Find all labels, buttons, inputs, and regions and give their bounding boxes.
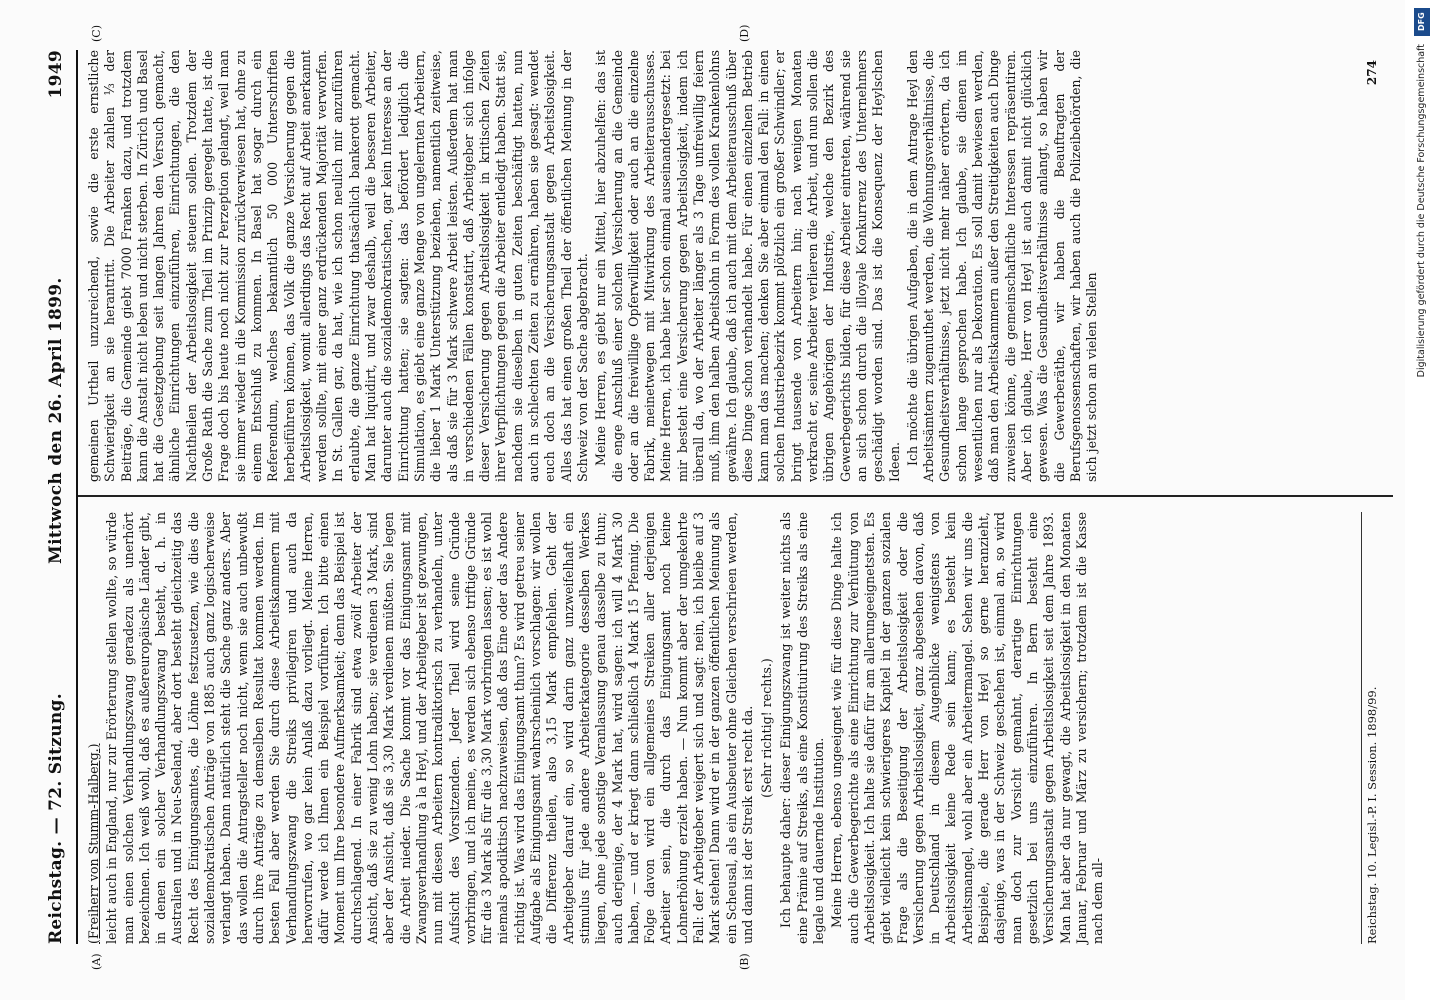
header-date: Mittwoch den 26. April 1899. [46,277,66,564]
right-column [86,50,1102,482]
page-end-number: 274 [1365,60,1379,86]
left-paragraph-3: Meine Herren, ebenso ungeeignet wie für diese Dinge halte ich auch die Gewerbegerichte als eine Einrichtung zur Verhütung von Arbeitslosigkeit. Ich halte sie dafür für am allerungeeignetsten. Es giebt vielleicht kein schwierigeres Kapitel in der ganzen sozialen Frage als die Beseitigung der Arbeitslosigkeit oder die Versicherung gegen Arbeitslosigkeit, ganz abgesehen davon, daß in Deutschland in diesem Augenblicke wenigstens von Arbeitslosigkeit keine Rede sein kann; es besteht kein Arbeitsmangel, wohl aber ein Arbeitermangel. Sehen wir uns die Beispiele, die gerade Herr von Heyl so gerne heranzieht, dasjenige, was in der Schweiz geschehen ist, einmal an, so wird man doch zur Vorsicht gemahnt, derartige Einrichtungen gesetzlich bei uns einzuführen. In Bern besteht eine Versicherungsanstalt gegen Arbeitslosigkeit seit dem Jahre 1893. Man hat aber da nur gewagt, die Arbeitslosigkeit in den Monaten Januar, Februar und März zu versichern; trotzdem ist die Kasse nach dem all- [829,512,1106,944]
header-page-number: 1949 [46,50,66,99]
margin-marker-b: (B) [738,953,751,970]
margin-marker-d: (D) [738,24,751,42]
left-paragraph-2: Ich behaupte daher: dieser Einigungszwang ist weiter nichts als eine Prämie auf Streiks, als eine Konstituirung des Streiks als eine legale und dauernde Institution. [778,512,827,944]
page-header [40,50,78,944]
left-paragraph-1: leicht auch in England, nur zur Erörterung stellen wollte, so würde man einen solchen Verhandlungszwang geradezu als unerhört bezeichnen. Ich weiß wohl, daß es außereuropäische Länder gibt, in denen ein solcher Verhandlungszwang besteht, d. h. in Australien und in Neu-Seeland, aber dort besteht gleichzeitig das Recht des Einigungsamtes, die Löhne festzusetzen, wie dies die sozialdemokratischen Anträge von 1885 auch ganz logischerweise verlangt haben. Dann natürlich steht die Sache ganz anders. Aber das wollen die Antragsteller noch nicht, wenn sie auch unbewußt durch ihre Anträge zu demselben Resultat kommen werden. Im besten Fall aber werden Sie durch diese Arbeitskammern mit Verhandlungszwang die Streiks privilegiren und auch da herworrufen, wo gar kein Anlaß dazu vorliegt. Meine Herren, dafür werde ich Ihnen ein Beispiel vorführen. Ich bitte einen Moment um Ihre besondere Aufmerksamkeit; denn das Beispiel ist durchschlagend. In einer Fabrik sind etwa zwölf Arbeiter der Ansicht, daß sie zu wenig Lohn haben; sie verdienen 3 Mark, sind aber der Ansicht, daß sie 3,30 Mark verdienen müßten. Sie legen die Arbeit nieder. Die Sache kommt vor das Einigungsamt mit Zwangsverhandlung à la Heyl, und der Arbeitgeber ist gezwungen, nun mit diesen Arbeitern kontradiktorisch zu verhandeln, unter Aufsicht des Vorsitzenden. Jeder Theil wird seine Gründe vorbringen, und ich meine, es werden sich ebenso triftige Gründe für die 3 Mark als für die 3,30 Mark vorbringen lassen; es ist wohl niemals apodiktisch nachzuweisen, daß das Eine oder das Andere richtig ist. Was wird das Einigungsamt thun? Es wird getreu seiner Aufgabe als Einigungsamt wahrscheinlich vorschlagen: wir wollen die Differenz theilen, also 3,15 Mark empfehlen. Geht der Arbeitgeber darauf ein, so wird darin ganz unzweifelhaft ein stimulus für jede andere Arbeiterkategorie desselben Werkes liegen, ohne jede sonstige Veranlassung genau dasselbe zu thun; auch derjenige, der 4 Mark hat, wird sagen: ich will 4 Mark 30 haben, — und er kriegt dann schließlich 4 Mark 15 Pfennig. Die Folge davon wird ein allgemeines Streiken aller derjenigen Arbeiter sein, die durch das Einigungsamt noch keine Lohnerhöhung erzielt haben. — Nun kommt aber der umgekehrte Fall: der Arbeitgeber weigert sich und sagt: nein, ich bleibe auf 3 Mark stehen! Dann wird er in der ganzen öffentlichen Meinung als ein Scheusal, als ein Ausbeuter ohne Gleichen verschrieen werden, und dann ist der Streik erst recht da. [104,512,755,944]
columns-container [78,24,1393,970]
margin-marker-a: (A) [90,953,103,970]
header-left: Reichstag. — 72. Sitzung. [46,693,66,944]
right-paragraph-1: gemeinen Urtheil unzureichend, sowie die erste ernstliche Schwierigkeit an sie herantritt. Die Arbeiter zahlen ⅓ der Beiträge, die Gemeinde giebt 7000 Franken dazu, und trotzdem kann die Anstalt nicht leben und nicht sterben. In Zürich und Basel hat die Gesetzgebung seit langen Jahren den Versuch gemacht, ähnliche Einrichtungen einzuführen, Einrichtungen, die den Nachtheilen der Arbeitslosigkeit steuern sollen. Trotzdem der Große Rath die Sache zum Theil im Prinzip geregelt hatte, ist die Frage doch bis heute noch nicht zur Perzeption gelangt, weil man sie immer wieder in die Kommission zurückverwiesen hat, ohne zu einem Entschluß zu kommen. In Basel hat sogar durch ein Referendum, welches bekanntlich 50 000 Unterschriften herbeiführen können, das Volk die ganze Versicherung gegen die Arbeitslosigkeit, womit allerdings das Recht auf Arbeit anerkannt werden sollte, mit einer ganz erdrückenden Majorität verworfen. In St. Gallen gar, da hat, wie ich schon neulich mir anzuführen erlaubte, die ganze Einrichtung thatsächlich bankerott gemacht. Man hat liquidirt, und zwar deshalb, weil die besseren Arbeiter, darunter auch die sozialdemokratischen, gar kein Interesse an der Einrichtung hatten; sie sagten: das befördert lediglich die Simulation, es giebt eine ganze Menge von ungelernten Arbeitern, die lieber 1 Mark Unterstützung beziehen, namentlich zeitweise, als daß sie für 3 Mark schwere Arbeit leisten. Außerdem hat man in verschiedenen Fällen konstatirt, daß Arbeitgeber sich infolge dieser Versicherung gegen Arbeitslosigkeit in kritischen Zeiten ihrer Verpflichtungen gegen die Arbeiter entledigt haben. Statt sie, nachdem sie dieselben in guten Zeiten beschäftigt hatten, nun auch in schlechten Zeiten zu ernähren, haben sie gesagt: wendet euch doch an die Versicherungsanstalt gegen Arbeitslosigkeit. Alles das hat einen großen Theil der öffentlichen Meinung in der Schweiz von der Sache abgebracht. [86,50,590,482]
margin-marker-c: (C) [90,25,103,42]
interjection: (Sehr richtig! rechts.) [759,658,775,798]
column-divider [78,495,1393,497]
speaker-line: (Freiherr von Stumm-Halberg.) [86,743,101,944]
digitization-credit: Digitalisierung gefördert durch die Deutsche Forschungsgemeinschaft [1416,44,1427,378]
footnote: Reichstag. 10. Legisl.-P. I. Session. 1898/99. [1361,512,1379,944]
digitization-sidebar [1412,6,1432,996]
dfg-logo: DFG [1414,8,1430,36]
right-paragraph-2: Meine Herren, es giebt nur ein Mittel, hier abzuhelfen: das ist die enge Anschluß einer solchen Versicherung an die Gemeinde oder an die freiwillige Opferwilligkeit oder auch an die einzelne Fabrik, meinetwegen mit Mitwirkung des Arbeiterausschusses. Meine Herren, ich habe hier schon einmal auseinandergesetzt: bei mir besteht eine Versicherung gegen Arbeitslosigkeit, indem ich überall da, wo der Arbeiter länger als 3 Tage unfreiwillig feiern muß, ihm den halben Arbeitslohn in Form des vollen Krankenlohns gewähre. Ich glaube, daß ich auch mit dem Arbeiterausschuß über diese Dinge schon verhandelt habe. Für einen einzelnen Betrieb kann man das machen; denken Sie aber einmal den Fall: in einen solchen Industriebezirk kommt plötzlich ein großer Schwindler; er bringt tausende von Arbeitern hin; nach wenigen Monaten verkracht er, seine Arbeiter verlieren die Arbeit, und nun sollen die übrigen Angehörigen der Industrie, welche den Bezirk des Gewerbegerichts bilden, für diese Arbeiter eintreten, während sie an sich schon durch die illoyale Konkurrenz des Unternehmers geschädigt worden sind. Das ist die Konsequenz der Heylschen Ideen. [593,50,902,482]
left-column [86,512,1108,944]
right-paragraph-3: Ich möchte die übrigen Aufgaben, die in dem Antrage Heyl den Arbeitsämtern zugemuthet werden, die Wohnungsverhältnisse, die Gesundheitsverhältnisse, jetzt nicht mehr näher erörtern, da ich schon lange gesprochen habe. Ich glaube, sie dienen im wesentlichen nur als Dekoration. Es soll damit bewiesen werden, daß man den Arbeitskammern außer den Streitigkeiten auch Dinge zuweisen könne, die gemeinschaftliche Interessen repräsentiren. Aber ich glaube, Herr von Heyl ist auch damit nicht glücklich gewesen. Was die Gesundheitsverhältnisse anlangt, so haben wir die Gewerberäthe, wir haben die Beauftragten der Berufsgenossenschaften, wir haben auch die Polizeibehörden, die sich jetzt schon an vielen Stellen [904,50,1100,482]
